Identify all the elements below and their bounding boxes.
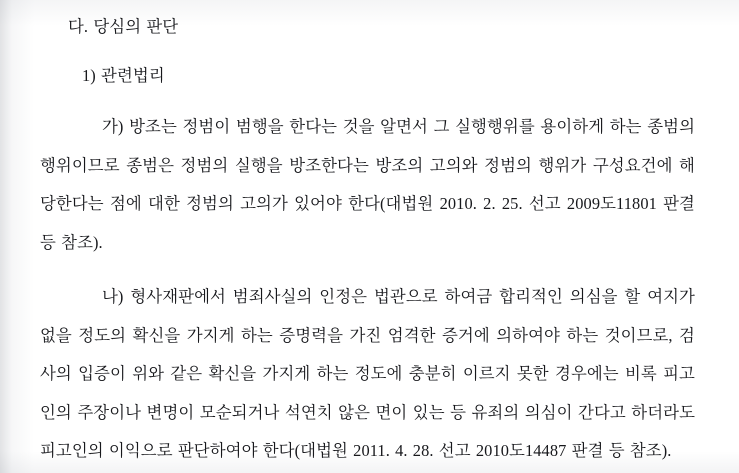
- subsection-heading: 1) 관련법리: [82, 65, 165, 85]
- spacer: [40, 47, 695, 57]
- section-heading: 다. 당심의 판단: [68, 17, 179, 36]
- paragraph-na: 나) 형사재판에서 범죄사실의 인정은 법관으로 하여금 합리적인 의심을 할 여지가 없을 정도의 확신을 가지게 하는 증명력을 가진 엄격한 증거에 의하여야 하는 것이므로, 검사의 입증이 위와 같은 확신을 가지게 하는 정도에 충분히 이르지 못한 경우에는 비록 피고인의 주장이나 변명이 모순되거나 석연치 않은 면이 있는 등 유죄의 의심이 간다고 하더라도 피고인의 이익으로 판단하여야 한다(대법원 2011. 4. 28. 선고 2010도14487 판결 등 참조).: [40, 287, 695, 460]
- paragraph-ga: 가) 방조는 정범이 범행을 한다는 것을 알면서 그 실행행위를 용이하게 하는 종범의 행위이므로 종범은 정범의 실행을 방조한다는 방조의 고의와 정범의 행위가 구성요건에 해당한다는 점에 대한 정범의 고의가 있어야 한다(대법원 2010. 2. 25. 선고 2009도11801 판결 등 참조).: [40, 117, 695, 252]
- spacer: [40, 95, 695, 108]
- spacer: [40, 262, 695, 278]
